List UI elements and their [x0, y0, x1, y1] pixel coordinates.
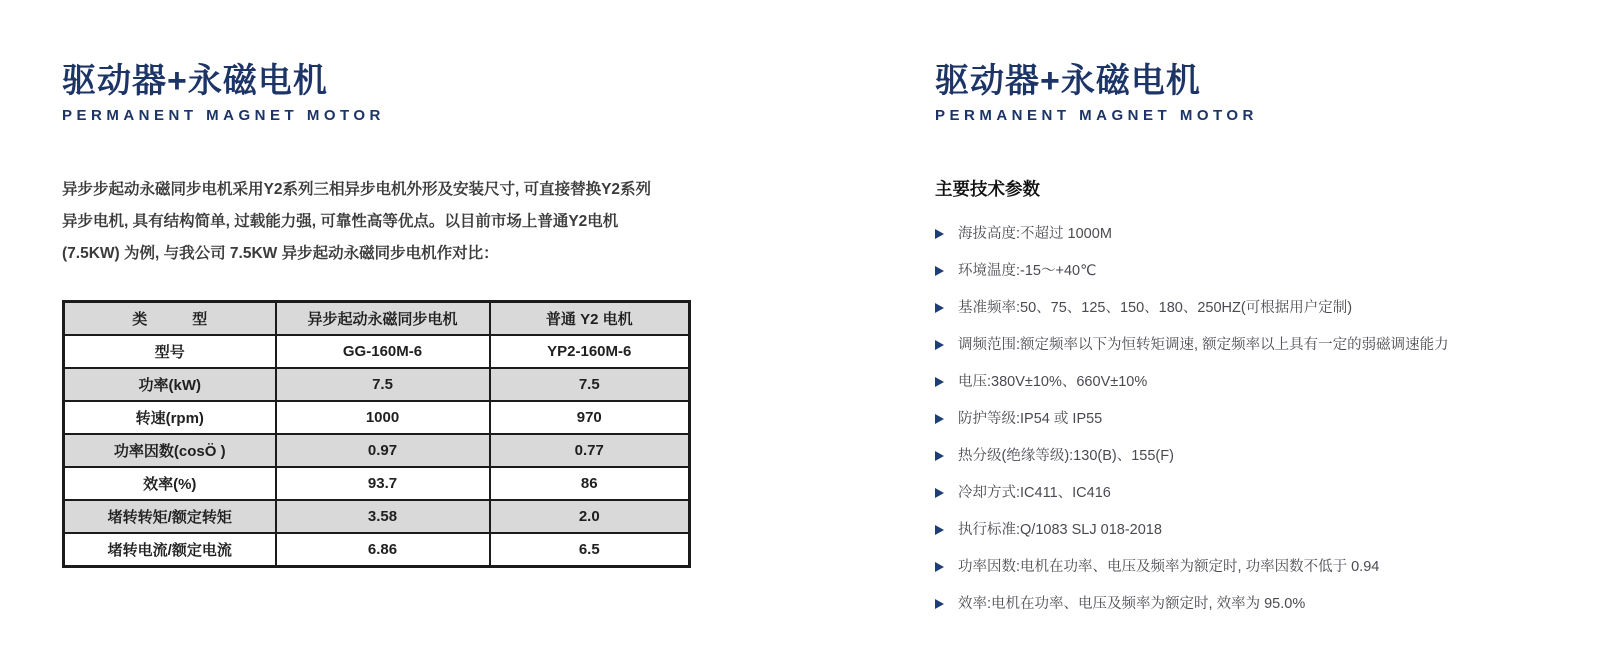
triangle-right-icon — [935, 599, 944, 609]
parameter-item — [935, 263, 1585, 279]
parameter-text: 执行标准:Q/1083 SLJ 018-2018 — [958, 522, 1162, 538]
triangle-right-icon — [935, 340, 944, 350]
triangle-right-icon — [935, 525, 944, 535]
parameter-item — [935, 559, 1585, 575]
parameter-item — [935, 374, 1585, 390]
row-y2-value-cell: 7.5 — [490, 368, 690, 401]
row-pm-value-cell: 7.5 — [276, 368, 490, 401]
comparison-table — [62, 300, 691, 568]
triangle-right-icon — [935, 451, 944, 461]
row-label-cell: 堵转转矩/额定转矩 — [64, 500, 276, 533]
row-pm-value-cell: 93.7 — [276, 467, 490, 500]
row-y2-value-cell: 86 — [490, 467, 690, 500]
parameter-item — [935, 485, 1585, 501]
row-y2-value-cell: 0.77 — [490, 434, 690, 467]
row-y2-value-cell: YP2-160M-6 — [490, 335, 690, 368]
row-label-cell: 型号 — [64, 335, 276, 368]
parameter-text: 环境温度:-15～+40℃ — [958, 263, 1097, 279]
row-pm-value-cell: 1000 — [276, 401, 490, 434]
triangle-right-icon — [935, 303, 944, 313]
triangle-right-icon — [935, 266, 944, 276]
page-title-left: 驱动器+永磁电机 — [62, 62, 328, 100]
comparison-table-head-row — [64, 302, 690, 336]
triangle-right-icon — [935, 229, 944, 239]
table-row — [64, 467, 690, 500]
parameter-text: 防护等级:IP54 或 IP55 — [958, 411, 1103, 427]
parameter-text: 基准频率:50、75、125、150、180、250HZ(可根据用户定制) — [958, 300, 1353, 316]
row-label-cell: 转速(rpm) — [64, 401, 276, 434]
parameter-text: 电压:380V±10%、660V±10% — [958, 374, 1148, 390]
triangle-right-icon — [935, 414, 944, 424]
page-subtitle-left: PERMANENT MAGNET MOTOR — [62, 107, 385, 124]
table-row — [64, 401, 690, 434]
parameter-item — [935, 226, 1585, 242]
table-row — [64, 434, 690, 467]
parameter-text: 效率:电机在功率、电压及频率为额定时, 效率为 95.0% — [958, 596, 1306, 612]
row-label-cell: 堵转电流/额定电流 — [64, 533, 276, 567]
parameter-item — [935, 300, 1585, 316]
parameter-item — [935, 522, 1585, 538]
intro-paragraph: 异步步起动永磁同步电机采用Y2系列三相异步电机外形及安装尺寸, 可直接替换Y2系列异步电机, 具有结构简单, 过载能力强, 可靠性高等优点。以目前市场上普通Y2电机 (7.5KW) 为例, 与我公司 7.5KW 异步起动永磁同步电机作对比： — [62, 181, 652, 262]
technical-parameters-list — [935, 226, 1585, 612]
row-pm-value-cell: 3.58 — [276, 500, 490, 533]
section-heading-main-parameters: 主要技术参数 — [935, 179, 1040, 199]
row-pm-value-cell: 6.86 — [276, 533, 490, 567]
table-row — [64, 533, 690, 567]
table-row — [64, 500, 690, 533]
parameter-text: 调频范围:额定频率以下为恒转矩调速, 额定频率以上具有一定的弱磁调速能力 — [958, 337, 1449, 353]
parameter-text: 功率因数:电机在功率、电压及频率为额定时, 功率因数不低于 0.94 — [958, 559, 1380, 575]
triangle-right-icon — [935, 377, 944, 387]
parameter-item — [935, 411, 1585, 427]
row-y2-value-cell: 6.5 — [490, 533, 690, 567]
row-label-cell: 效率(%) — [64, 467, 276, 500]
page-title-right: 驱动器+永磁电机 — [935, 62, 1201, 100]
parameter-text: 海拔高度:不超过 1000M — [958, 226, 1112, 242]
parameter-item — [935, 596, 1585, 612]
triangle-right-icon — [935, 562, 944, 572]
table-col-header: 异步起动永磁同步电机 — [276, 302, 490, 336]
table-row — [64, 335, 690, 368]
triangle-right-icon — [935, 488, 944, 498]
parameter-item — [935, 448, 1585, 464]
parameter-text: 热分级(绝缘等级):130(B)、155(F) — [958, 448, 1174, 464]
table-row — [64, 368, 690, 401]
table-col-header: 普通 Y2 电机 — [490, 302, 690, 336]
row-label-cell: 功率因数(cosÖ ) — [64, 434, 276, 467]
parameter-item — [935, 337, 1585, 353]
row-label-cell: 功率(kW) — [64, 368, 276, 401]
row-y2-value-cell: 970 — [490, 401, 690, 434]
table-col-header: 类 型 — [64, 302, 276, 336]
row-pm-value-cell: GG-160M-6 — [276, 335, 490, 368]
page-subtitle-right: PERMANENT MAGNET MOTOR — [935, 107, 1258, 124]
parameter-text: 冷却方式:IC411、IC416 — [958, 485, 1111, 501]
left-column — [62, 62, 694, 568]
right-column — [935, 62, 1585, 633]
row-pm-value-cell: 0.97 — [276, 434, 490, 467]
row-y2-value-cell: 2.0 — [490, 500, 690, 533]
